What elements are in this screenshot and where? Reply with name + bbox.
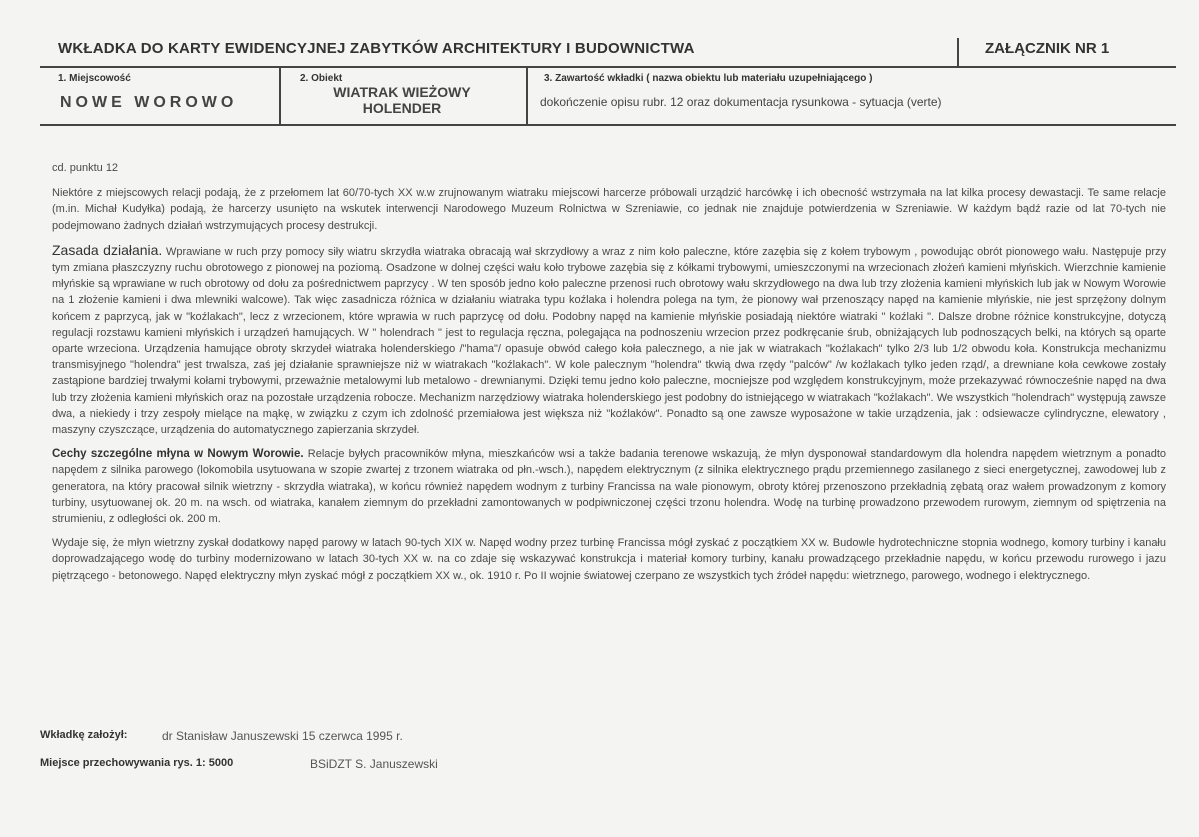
object-value-line1: WIATRAK WIEŻOWY <box>333 84 471 100</box>
field-divider-2 <box>526 66 528 126</box>
field-divider-1 <box>279 66 281 126</box>
paragraph-history: Niektóre z miejscowych relacji podają, że z przełomem lat 60/70-tych XX w.w zrujnowanym wiatraku miejscowi harcerze próbowali urządzić harcówkę i ich obecność wstrzymała na lat kilka procesy dewastacji. Te same relacje (m.in. Michał Kudyłka) podają, że harcerzy usunięto na wskutek interwencji Narodowego Muzeum Rolnictwa w Szreniawie, co jednak nie znajduje potwierdzenia w Szreniawie. W każdym bądź razie od lat 70-tych nie podejmowano żadnych działań wstrzymujących procesy destrukcji. <box>52 187 1166 232</box>
features-text: Relacje byłych pracowników młyna, mieszkańców wsi a także badania terenowe wskazują, że młyn dysponował standardowym dla holendra napędem wietrznym a ponadto napędem z silnika parowego (lokomobila usytuowana w szopie zwartej z trzonem wiatraka od płn.-wsch.), napędem elektrycznym (z silnika elektrycznego prądu przemiennego zasilanego z sieci energetycznej, zawodowej lub z generatora, na który pracował silnik wietrzny - skrzydła wiatraka), w końcu również napędem wodnym z turbiny Francissa na wale pionowym, obroty której przenoszono przekładnią zębatą oraz wałem prowadzonym z komory turbiny, usytuowanej ok. 20 m. na wsch. od wiatraka, kanałem ziemnym do przekładni zamontowanych w podpiwniczonej części trzonu holendra. Wodę na turbinę prowadzono przewodem rurowym, ziemnym od spiętrzenia na strumieniu, z odległości ok. 200 m. <box>52 448 1166 526</box>
locality-label: 1. Miejscowość <box>58 73 131 84</box>
author-label: Wkładkę założył: <box>40 729 128 741</box>
content-label: 3. Zawartość wkładki ( nazwa obiektu lub materiału uzupełniającego ) <box>544 73 873 84</box>
document-title: WKŁADKA DO KARTY EWIDENCYJNEJ ZABYTKÓW ARCHITEKTURY I BUDOWNICTWA <box>58 40 695 57</box>
paragraph-features <box>52 446 1166 527</box>
header-rule-bottom <box>40 124 1176 126</box>
storage-value: BSiDZT S. Januszewski <box>310 757 438 771</box>
header-divider <box>957 38 959 66</box>
object-value <box>282 84 522 116</box>
content-value: dokończenie opisu rubr. 12 oraz dokumentacja rysunkowa - sytuacja (verte) <box>540 95 942 109</box>
operation-heading: Zasada działania. <box>52 241 163 258</box>
object-label: 2. Obiekt <box>300 73 343 84</box>
operation-text: Wprawiane w ruch przy pomocy siły wiatru skrzydła wiatraka obracają wał skrzydłowy a wraz z nim koło paleczne, które zazębia się z kołem trybowym , powodując obrót pionowego wału. Następuje przy tym zmiana płaszczyzny ruchu obrotowego z pionowej na poziomą. Osadzone w dolnej części wału koło trybowe zazębia się z kółkami trybowymi, umieszczonymi na wrzecionach złożeń kamieni młyńskich. Wierzchnie kamienie młyńskie są wprawiane w ruch obrotowy od dołu za pośrednictwem paprzycy . W ten sposób jedno koło paleczne przenosi ruch obrotowy wału skrzydłowego na dwa lub trzy złożenia kamieni młyńskich lub jak w Nowym Worowie na 1 złożenie kamieni i dwa mlewniki walcowe). Tak więc zasadnicza różnica w działaniu wiatraka typu koźlaka i holendra polega na tym, że pionowy wał przenoszący napęd na kamienie młyńskie, nie jest sprzężony dolnym końcem z paprzycą, jak w "koźlakach", lecz z wrzecionem, które wprawia w ruch paprzycę od dołu. Podobny napęd na kamienie młyńskie posiadają niektóre wiatraki " koźlaki ". Dalsze drobne różnice konstrukcyjne, dotyczą regulacji rozstawu kamieni młyńskich i urządzeń hamujących. W " holendrach " jest to regulacja ręczna, polegająca na podnoszeniu wrzecion przez podkręcanie śrub, obniżających lub podnoszących belki, na których są oparte oparte wrzeciona. Urządzenia hamujące obroty skrzydeł wiatraka holenderskiego /"hama"/ opasuje obwód całego koła palecznego, a nie jak w wiatrakach "koźlakach" tylko 2/3 lub 1/2 obwodu koła. Konstrukcja mechanizmu transmisyjnego "holendra" jest trwalsza, zaś jej działanie sprawniejsze niż w wiatrakach "koźlakach". W kole palecznym "holendra" tkwią dwa rzędy "palców" /w koźlakach tylko jeden rząd/, a drewniane koła cewkowe zostały zastąpione bardziej trwałymi kołami trybowymi, przeważnie metalowymi lub metalowo - drewnianymi. Dzięki temu jedno koło paleczne, mocniejsze pod względem konstrukcyjnym, może przekazywać równocześnie napęd na dwa lub trzy złożenia kamieni młyńskich oraz na pozostałe urządzenia robocze. Mechanizm narzędziowy wiatraka holenderskiego jest podobny do istniejącego w wiatrakach "koźlakach". We wszystkich "holendrach" występują zawsze dwa, a niekiedy i trzy zespoły mielące na mąkę, w związku z czym ich zdolność przemiałowa jest większa niż "koźlaków". Ponadto są one zawsze wyposażone w takie urządzenia, jak : odsiewacze cylindryczne, elewatory , maszyny czyszczące, urządzenia do automatycznego zapierzania skrzydeł. <box>52 245 1166 437</box>
paragraph-dating: Wydaje się, że młyn wietrzny zyskał dodatkowy napęd parowy w latach 90-tych XIX w. Napęd wodny przez turbinę Francissa mógł zyskać z początkiem XX w. Budowle hydrotechniczne stopnia wodnego, komory turbiny i kanału doprowadzającego wodę do turbiny modernizowano w latach 30-tych XX w. na co zdaje się wskazywać konstrukcja i materiał komory turbiny, kanału prowadzącego przekładnie napędu, w końcu przewodu rurowego i jazu piętrzącego - betonowego. Napęd elektryczny młyn zyskać mógł z początkiem XX w., ok. 1910 r. Po II wojnie światowej czerpano ze wszystkich tych źródeł napędu: wietrznego, parowego, wodnego i elektrycznego. <box>52 537 1166 582</box>
header-rule-top <box>40 66 1176 68</box>
features-heading: Cechy szczególne młyna w Nowym Worowie. <box>52 448 304 461</box>
storage-label: Miejsce przechowywania rys. 1: 5000 <box>40 757 234 769</box>
continuation-note: cd. punktu 12 <box>52 162 119 174</box>
paragraph-operation <box>52 242 1166 438</box>
object-value-line2: HOLENDER <box>362 100 442 116</box>
description-body <box>52 160 1166 592</box>
author-value: dr Stanisław Januszewski 15 czerwca 1995 r. <box>162 729 403 743</box>
locality-value: NOWE WOROWO <box>60 94 238 111</box>
annex-number: ZAŁĄCZNIK NR 1 <box>985 40 1110 57</box>
